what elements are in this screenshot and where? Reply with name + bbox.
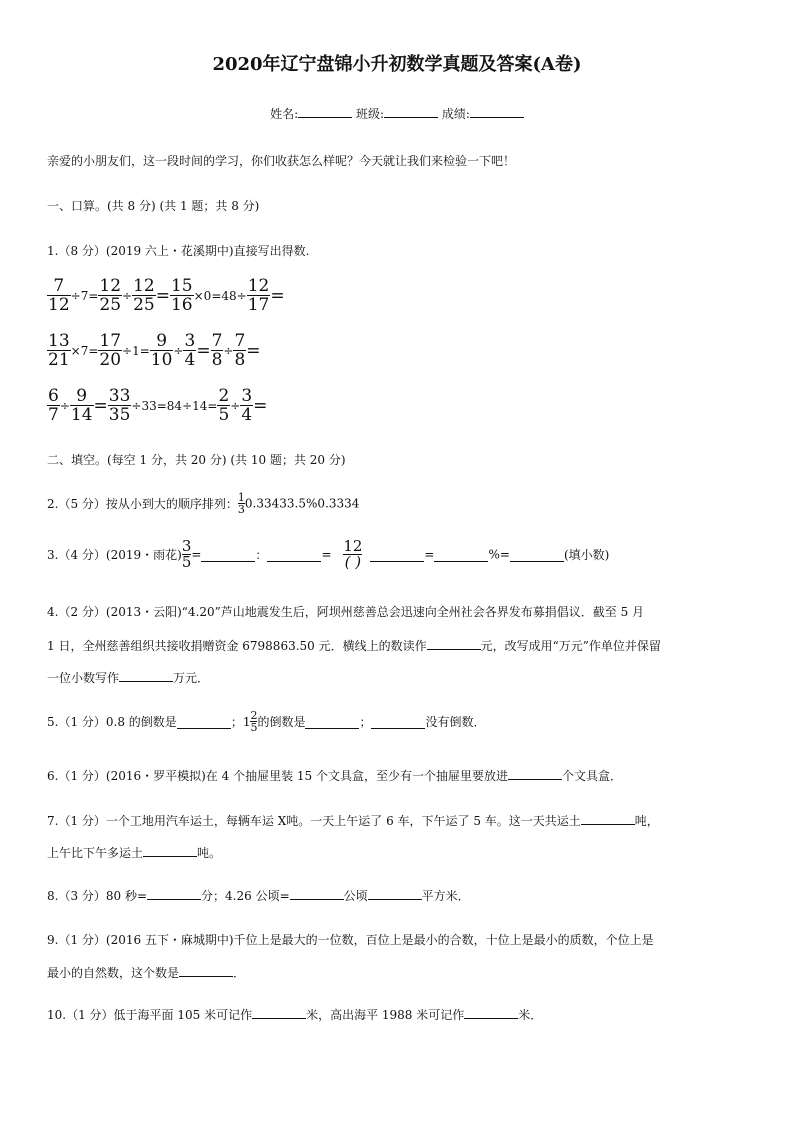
fraction: $\frac{7}{12}$ <box>48 276 70 315</box>
question-9-line-2b: ． <box>233 966 246 980</box>
question-4-line-2b: 元，改写成用“万元”作单位并保留 <box>480 639 661 653</box>
question-4-line-3 <box>47 668 209 686</box>
question-4-line-1: 4.（2 分）(2013・云阳)“4.20”芦山地震发生后，阿坝州慈善总会迅速向全州社会各界发布募捐倡议．截至 5 月 <box>47 605 645 619</box>
percent-equals: %= <box>488 547 510 562</box>
equals-sign: = <box>191 547 202 562</box>
class-blank[interactable] <box>384 104 438 118</box>
intro-text: 亲爱的小朋友们，这一段时间的学习，你们收获怎么样呢？今天就让我们来检验一下吧！ <box>47 154 516 168</box>
operator: = <box>246 341 261 361</box>
question-8-part-d: 平方米． <box>421 889 470 903</box>
score-label: 成绩: <box>441 107 470 121</box>
answer-blank[interactable] <box>510 548 564 562</box>
question-3 <box>47 539 609 570</box>
section-1-header: 一、口算。(共 8 分) (共 1 题；共 8 分) <box>47 199 260 213</box>
question-2 <box>47 492 359 515</box>
answer-blank[interactable] <box>464 1005 518 1019</box>
operator: ÷ <box>223 344 234 358</box>
answer-blank[interactable] <box>179 963 233 977</box>
fraction: $\frac{3}{4}$ <box>184 331 196 370</box>
page-title: 2020年辽宁盘锦小升初数学真题及答案(A卷) <box>212 54 582 75</box>
question-7-line-2 <box>47 843 221 861</box>
question-6-prefix: 6.（1 分）(2016・罗平模拟)在 4 个抽屉里装 15 个文具盒，至少有一个抽屉里要放进 <box>47 769 508 783</box>
answer-blank[interactable] <box>427 636 481 650</box>
section-2-header: 二、填空。(每空 1 分，共 20 分) (共 10 题；共 20 分) <box>47 453 346 467</box>
operator: = <box>155 286 170 306</box>
calc-row-3 <box>47 388 267 424</box>
question-4-line-3a: 一位小数写作 <box>47 671 120 685</box>
calc-row-1 <box>47 278 285 314</box>
operator: = <box>93 396 108 416</box>
answer-blank[interactable] <box>368 886 422 900</box>
answer-blank[interactable] <box>434 548 488 562</box>
operator: ÷1= <box>122 344 150 358</box>
answer-blank[interactable] <box>508 766 562 780</box>
question-10-part-a: 10.（1 分）低于海平面 105 米可记作 <box>47 1008 253 1022</box>
operator: ÷ <box>230 399 241 413</box>
answer-blank[interactable] <box>370 548 424 562</box>
question-10-part-c: 米． <box>518 1008 543 1022</box>
fraction: $\frac{7}{8}$ <box>234 331 246 370</box>
answer-blank[interactable] <box>177 715 231 729</box>
operator: ÷33=84÷14= <box>131 399 218 413</box>
fraction: 12 ( ) <box>343 537 363 571</box>
fraction: $\frac{12}{25}$ <box>99 276 122 315</box>
question-7-line-1a: 7.（1 分）一个工地用汽车运土，每辆车运 X吨。一天上午运了 6 车，下午运了 5 车。这一天共运土 <box>47 814 581 828</box>
answer-blank[interactable] <box>143 843 197 857</box>
fraction: $\frac{2}{5}$ <box>218 386 230 425</box>
question-8-part-c: 公顷 <box>343 889 368 903</box>
question-8-part-b: 分；4.26 公顷= <box>201 889 290 903</box>
fraction: $\frac{3}{4}$ <box>241 386 253 425</box>
colon: ： <box>255 548 268 562</box>
operator: ×7= <box>70 344 99 358</box>
question-5-mid: 的倒数是 <box>257 715 306 729</box>
question-6 <box>47 766 622 784</box>
answer-blank[interactable] <box>147 886 201 900</box>
operator: ÷ <box>59 399 70 413</box>
question-4-line-3b: 万元． <box>173 671 210 685</box>
answer-blank[interactable] <box>201 548 255 562</box>
question-7-line-1 <box>47 811 659 829</box>
fraction: $\frac{6}{7}$ <box>48 386 59 425</box>
fraction: $\frac{12}{17}$ <box>247 276 270 315</box>
student-info <box>0 104 794 122</box>
fraction: $\frac{7}{8}$ <box>211 331 223 370</box>
answer-blank[interactable] <box>290 886 344 900</box>
question-10 <box>47 1005 542 1023</box>
class-label: 班级: <box>355 107 385 121</box>
question-2-suffix: 0.33433.5%0.3334 <box>244 496 360 511</box>
operator: = <box>253 396 268 416</box>
operator: ÷ <box>173 344 184 358</box>
separator: ；1 <box>230 715 251 729</box>
operator: ÷7= <box>70 289 99 303</box>
operator: = <box>270 286 285 306</box>
answer-blank[interactable] <box>305 715 359 729</box>
name-blank[interactable] <box>298 104 352 118</box>
fraction: $\frac{2}{5}$ <box>250 709 258 734</box>
question-7-line-2b: 吨。 <box>197 846 222 860</box>
question-8-part-a: 8.（3 分）80 秒= <box>47 889 148 903</box>
question-8 <box>47 886 470 904</box>
operator: ÷ <box>122 289 133 303</box>
question-4-line-2 <box>47 636 661 654</box>
calc-row-2 <box>47 333 261 369</box>
question-2-prefix: 2.（5 分）按从小到大的顺序排列： <box>47 497 238 511</box>
answer-blank[interactable] <box>581 811 635 825</box>
fraction: $\frac{9}{14}$ <box>70 386 93 425</box>
fraction: $\frac{1}{3}$ <box>237 491 245 516</box>
question-3-tail: (填小数) <box>563 548 610 562</box>
answer-blank[interactable] <box>267 548 321 562</box>
question-7-line-2a: 上午比下午多运土 <box>47 846 144 860</box>
question-5 <box>47 710 486 733</box>
question-4-line-2a: 1 日，全州慈善组织共接收捐赠资金 6798863.50 元．横线上的数读作 <box>47 639 427 653</box>
separator: ； <box>359 715 372 729</box>
question-3-prefix: 3.（4 分）(2019・雨花) <box>47 548 182 562</box>
fraction: $\frac{33}{35}$ <box>108 386 131 425</box>
fraction: $\frac{17}{20}$ <box>99 331 122 370</box>
question-9-line-1: 9.（1 分）(2016 五下・麻城期中)千位上是最大的一位数，百位上是最小的合数，十位上是最小的质数，个位上是 <box>47 933 654 947</box>
question-9-line-2a: 最小的自然数，这个数是 <box>47 966 180 980</box>
fraction: $\frac{12}{25}$ <box>133 276 155 315</box>
operator: = <box>196 341 211 361</box>
fraction: $\frac{15}{16}$ <box>170 276 193 315</box>
question-5-suffix: 没有倒数． <box>425 715 486 729</box>
name-label: 姓名: <box>270 107 299 121</box>
question-10-part-b: 米，高出海平 1988 米可记作 <box>306 1008 465 1022</box>
score-blank[interactable] <box>470 104 524 118</box>
fraction: $\frac{13}{21}$ <box>48 331 70 370</box>
question-6-suffix: 个文具盒． <box>561 769 622 783</box>
operator: ×0=48÷ <box>193 289 247 303</box>
answer-blank[interactable] <box>252 1005 306 1019</box>
answer-blank[interactable] <box>119 668 173 682</box>
fraction: $\frac{9}{10}$ <box>150 331 173 370</box>
question-5-prefix: 5.（1 分）0.8 的倒数是 <box>47 715 177 729</box>
question-9-line-2 <box>47 963 245 981</box>
fraction: $\frac{3}{5}$ <box>181 537 192 571</box>
equals-sign: = <box>424 547 435 562</box>
answer-blank[interactable] <box>371 715 425 729</box>
equals-sign: = <box>321 547 332 562</box>
question-1: 1.（8 分）(2019 六上・花溪期中)直接写出得数. <box>47 244 310 258</box>
question-7-line-1b: 吨， <box>634 814 659 828</box>
